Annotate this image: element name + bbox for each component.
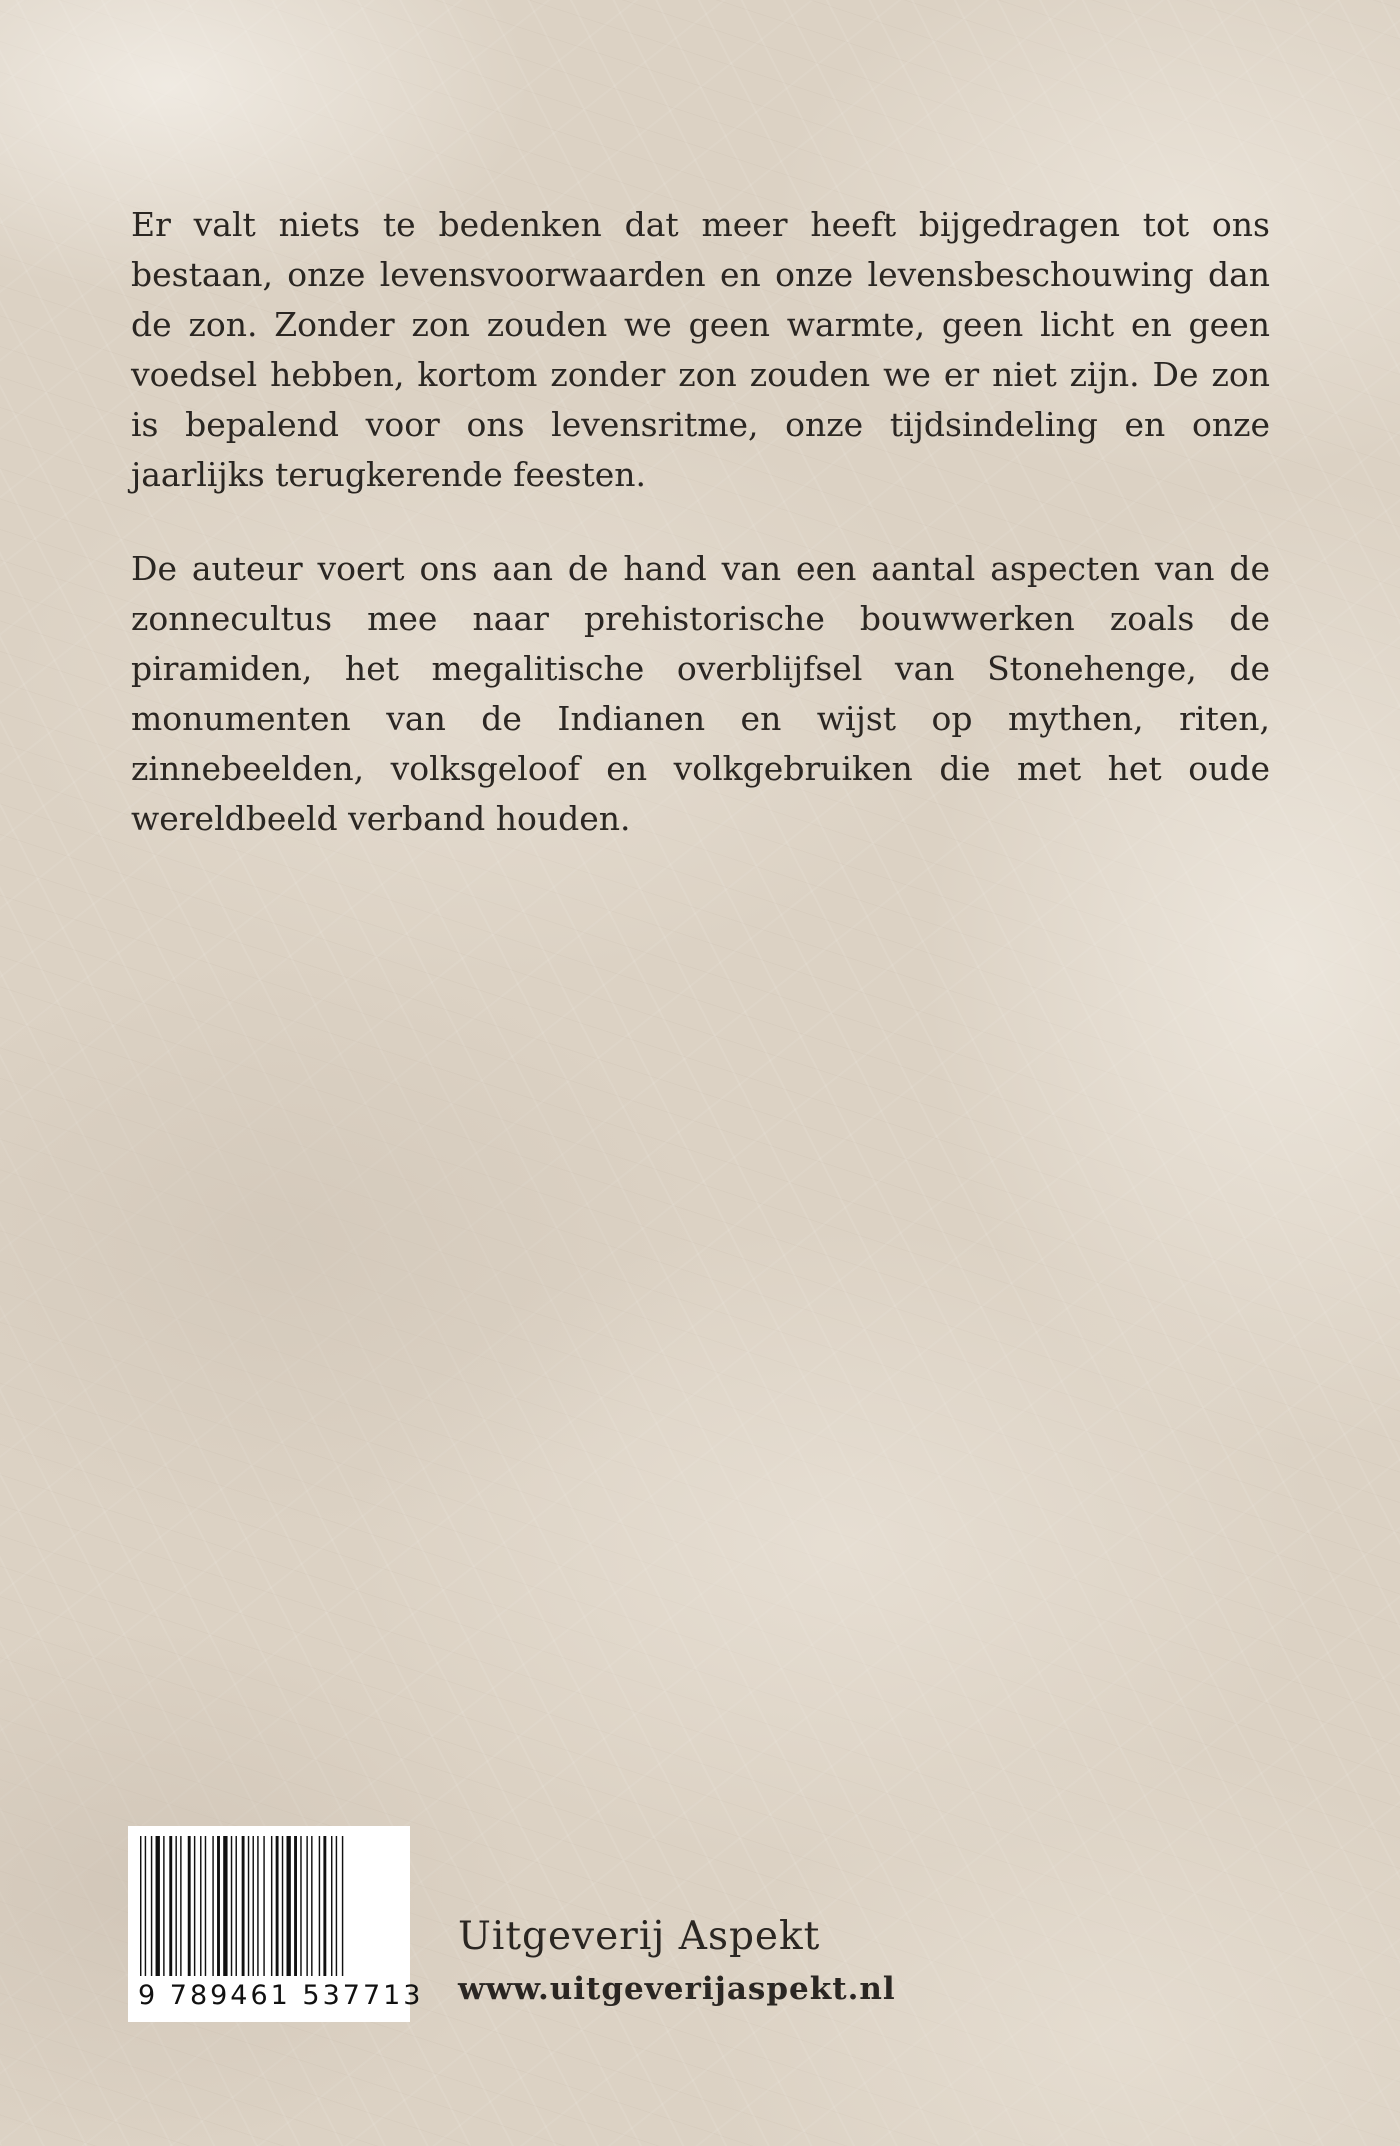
blurb-paragraph-2: De auteur voert ons aan de hand van een aantal aspecten van de zonnecultus mee naar prehistorische bouwwerken zoals de piramiden, het megalitische overblijfsel van Stonehenge, de monumenten van de Indianen en wijst op mythen, riten, zinnebeelden, volksgeloof en volkgebruiken die met het oude wereldbeeld verband houden. [131, 549, 1270, 838]
barcode-bar [282, 1836, 283, 1976]
barcode-bar [257, 1836, 258, 1976]
publisher-website: www.uitgeverijaspekt.nl [458, 1971, 896, 2007]
barcode-digits: 9 789461 537713 [138, 1980, 424, 2011]
barcode-bar [331, 1836, 332, 1976]
barcode-bar [163, 1836, 164, 1976]
barcode-bar [156, 1836, 160, 1976]
barcode-bar [140, 1836, 141, 1976]
barcode-bar [151, 1836, 152, 1976]
barcode-bar [205, 1836, 206, 1976]
barcode-bar [169, 1836, 172, 1976]
barcode-bar [311, 1836, 312, 1976]
barcode-bar [342, 1836, 343, 1976]
barcode-bar [200, 1836, 201, 1976]
barcode-bar [319, 1836, 320, 1976]
barcode-bar [323, 1836, 326, 1976]
barcode-bar [231, 1836, 232, 1976]
barcode-bar [194, 1836, 195, 1976]
publisher-block [458, 1913, 896, 2011]
barcode-bar [300, 1836, 301, 1976]
barcode-bar [217, 1836, 220, 1976]
barcode-bar [248, 1836, 249, 1976]
barcode-bar [175, 1836, 176, 1976]
barcode-bar [253, 1836, 254, 1976]
barcode-bar [188, 1836, 191, 1976]
barcode-bar [212, 1836, 213, 1976]
barcode-bar [242, 1836, 245, 1976]
back-cover-blurb [131, 200, 1270, 888]
barcode-bar [145, 1836, 146, 1976]
barcode-bar [276, 1836, 279, 1976]
blurb-paragraph-1: Er valt niets te bedenken dat meer heeft bijgedragen tot ons bestaan, onze levensvoorwaarden en onze levensbeschouwing dan de zon. Zonder zon zouden we geen warmte, geen licht en geen voedsel hebben, kortom zonder zon zouden we er niet zijn. De zon is bepalend voor ons levensritme, onze tijdsindeling en onze jaarlijks terugkerende feesten. [131, 205, 1270, 494]
barcode-bars-icon [138, 1836, 400, 1976]
barcode-bar [271, 1836, 272, 1976]
isbn-barcode [128, 1826, 424, 2022]
barcode-bar [236, 1836, 237, 1976]
barcode-bar [180, 1836, 181, 1976]
barcode-bar [263, 1836, 264, 1976]
barcode-bar [336, 1836, 337, 1976]
barcode-bar [287, 1836, 291, 1976]
publisher-name: Uitgeverij Aspekt [458, 1914, 821, 1959]
barcode-bar [294, 1836, 297, 1976]
barcode-bar [306, 1836, 307, 1976]
barcode-bar [223, 1836, 227, 1976]
